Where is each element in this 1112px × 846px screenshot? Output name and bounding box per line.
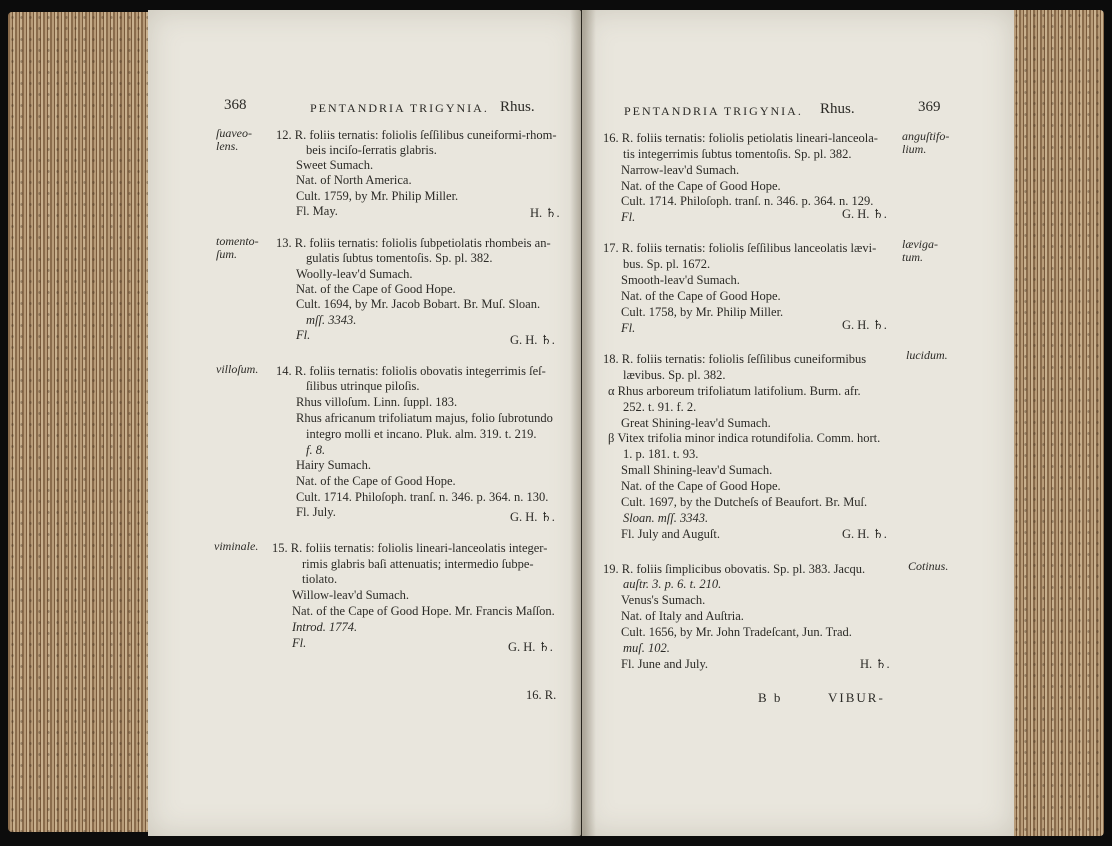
page-number-right: 369 — [918, 99, 941, 115]
habitat-mark: G. H. ♄. — [510, 510, 555, 524]
entry-line: Sweet Sumach. — [296, 158, 374, 172]
entry-line: 14. R. foliis ternatis: foliolis obovatis integerrimis ſeſ- — [276, 364, 546, 378]
margin-name: ſuaveo- lens. — [216, 126, 252, 153]
entry-line: mſſ. 3343. — [306, 313, 357, 327]
entry-line: Sloan. mſſ. 3343. — [623, 511, 709, 525]
signature-mark: B b — [758, 690, 783, 705]
entry-line: Cult. 1758, by Mr. Philip Miller. — [621, 305, 784, 319]
entry-line: Great Shining-leav'd Sumach. — [621, 416, 771, 430]
margin-name: villoſum. — [216, 362, 259, 376]
entry-line: Fl. — [621, 321, 636, 335]
entry-line: Hairy Sumach. — [296, 458, 371, 472]
entry-line: beis inciſo-ſerratis glabris. — [306, 143, 437, 157]
entry-line: auſtr. 3. p. 6. t. 210. — [623, 577, 722, 591]
entry-line: lævibus. Sp. pl. 382. — [623, 368, 726, 382]
entry-line: Small Shining-leav'd Sumach. — [621, 463, 773, 477]
habitat-mark: G. H. ♄. — [842, 527, 887, 541]
habitat-mark: G. H. ♄. — [842, 318, 887, 332]
entry-line: bus. Sp. pl. 1672. — [623, 257, 711, 271]
entry-line: Venus's Sumach. — [621, 593, 706, 607]
entry-line: Nat. of North America. — [296, 173, 412, 187]
entry-line: Narrow-leav'd Sumach. — [621, 163, 740, 177]
entry-line: Cult. 1714. Philoſoph. tranſ. n. 346. p. 364. n. 129. — [621, 194, 874, 208]
gutter-shadow — [570, 10, 596, 836]
margin-name: tomento- ſum. — [216, 234, 259, 261]
entry-line: Nat. of the Cape of Good Hope. — [296, 282, 456, 296]
entry-line: Fl. June and July. — [621, 657, 709, 671]
entry-line: tis integerrimis ſubtus tomentoſis. Sp. pl. 382. — [623, 147, 852, 161]
entry-line: β Vitex trifolia minor indica rotundifolia. Comm. hort. — [608, 431, 881, 445]
running-head-right: PENTANDRIA TRIGYNIA. — [624, 104, 803, 118]
margin-name: anguſtifo- lium. — [902, 129, 950, 156]
entry-line: Introd. 1774. — [292, 620, 358, 634]
entry-line: 12. R. foliis ternatis: foliolis ſeſſilibus cuneiformi-rhom- — [276, 128, 557, 142]
entry-line: 252. t. 91. f. 2. — [623, 400, 697, 414]
margin-name: Cotinus. — [908, 559, 949, 573]
entry-line: Cult. 1759, by Mr. Philip Miller. — [296, 189, 459, 203]
entry-line: Willow-leav'd Sumach. — [292, 588, 409, 602]
entry-line: Fl. — [621, 210, 636, 224]
entry-line: 19. R. foliis ſimplicibus obovatis. Sp. pl. 383. Jacqu. — [603, 562, 866, 576]
margin-name: viminale. — [214, 539, 259, 553]
page-number-left: 368 — [224, 97, 247, 113]
entry-line: Fl. — [292, 636, 307, 650]
entry-line: Nat. of the Cape of Good Hope. — [621, 289, 781, 303]
entry-line: Cult. 1714. Philoſoph. tranſ. n. 346. p. 364. n. 130. — [296, 490, 549, 504]
entry-line: tiolato. — [302, 572, 338, 586]
entry-line: 16. R. foliis ternatis: foliolis petiolatis lineari-lanceola- — [603, 131, 878, 145]
genus-left: Rhus. — [500, 99, 535, 115]
entry-line: Nat. of the Cape of Good Hope. — [621, 479, 781, 493]
entry-line: integro molli et incano. Pluk. alm. 319. t. 219. — [306, 427, 537, 441]
entry-line: 18. R. foliis ternatis: foliolis ſeſſilibus cuneiformibus — [603, 352, 867, 366]
entry-line: Cult. 1656, by Mr. John Tradeſcant, Jun. Trad. — [621, 625, 852, 639]
habitat-mark: G. H. ♄. — [842, 207, 887, 221]
habitat-mark: H. ♄. — [860, 657, 890, 671]
entry-line: Fl. July and Auguſt. — [621, 527, 720, 541]
running-head-left: PENTANDRIA TRIGYNIA. — [310, 101, 489, 115]
catchword-left: 16. R. — [526, 688, 557, 702]
entry-line: 1. p. 181. t. 93. — [623, 447, 699, 461]
genus-right: Rhus. — [820, 101, 855, 117]
entry-line: 17. R. foliis ternatis: foliolis ſeſſilibus lanceolatis lævi- — [603, 241, 877, 255]
entry-line: Woolly-leav'd Sumach. — [296, 267, 413, 281]
entry-line: Fl. July. — [296, 505, 336, 519]
entry-line: ſilibus utrinque piloſis. — [306, 379, 420, 393]
left-page-edges — [8, 12, 158, 832]
habitat-mark: G. H. ♄. — [508, 640, 553, 654]
habitat-mark: H. ♄. — [530, 206, 560, 220]
entry-line: gulatis ſubtus tomentoſis. Sp. pl. 382. — [306, 251, 493, 265]
right-page-edges — [1012, 10, 1104, 836]
entry-line: f. 8. — [306, 443, 326, 457]
entry-line: Nat. of the Cape of Good Hope. — [296, 474, 456, 488]
entry-line: Nat. of the Cape of Good Hope. Mr. Francis Maſſon. — [292, 604, 555, 618]
entry-line: Fl. May. — [296, 204, 338, 218]
habitat-mark: G. H. ♄. — [510, 333, 555, 347]
entry-line: Rhus africanum trifoliatum majus, folio ſubrotundo — [296, 411, 553, 425]
catchword-right: VIBUR- — [828, 690, 885, 705]
entry-line: 15. R. foliis ternatis: foliolis lineari-lanceolatis integer- — [272, 541, 548, 555]
margin-name: lucidum. — [906, 348, 948, 362]
margin-name: lævigа- tum. — [902, 237, 938, 264]
entry-line: Rhus villoſum. Linn. ſuppl. 183. — [296, 395, 458, 409]
entry-line: Smooth-leav'd Sumach. — [621, 273, 740, 287]
entry-line: 13. R. foliis ternatis: foliolis ſubpetiolatis rhombeis an- — [276, 236, 551, 250]
entry-line: Cult. 1694, by Mr. Jacob Bobart. Br. Muſ. Sloan. — [296, 297, 541, 311]
entry-line: Nat. of the Cape of Good Hope. — [621, 179, 781, 193]
entry-line: α Rhus arboreum trifoliatum latifolium. Burm. afr. — [608, 384, 861, 398]
entry-line: Fl. — [296, 328, 311, 342]
entry-line: Cult. 1697, by the Dutcheſs of Beaufort. Br. Muſ. — [621, 495, 868, 509]
entry-line: muſ. 102. — [623, 641, 670, 655]
entry-line: Nat. of Italy and Auſtria. — [621, 609, 744, 623]
entry-line: rimis glabris baſi attenuatis; intermedio ſubpe- — [302, 557, 534, 571]
